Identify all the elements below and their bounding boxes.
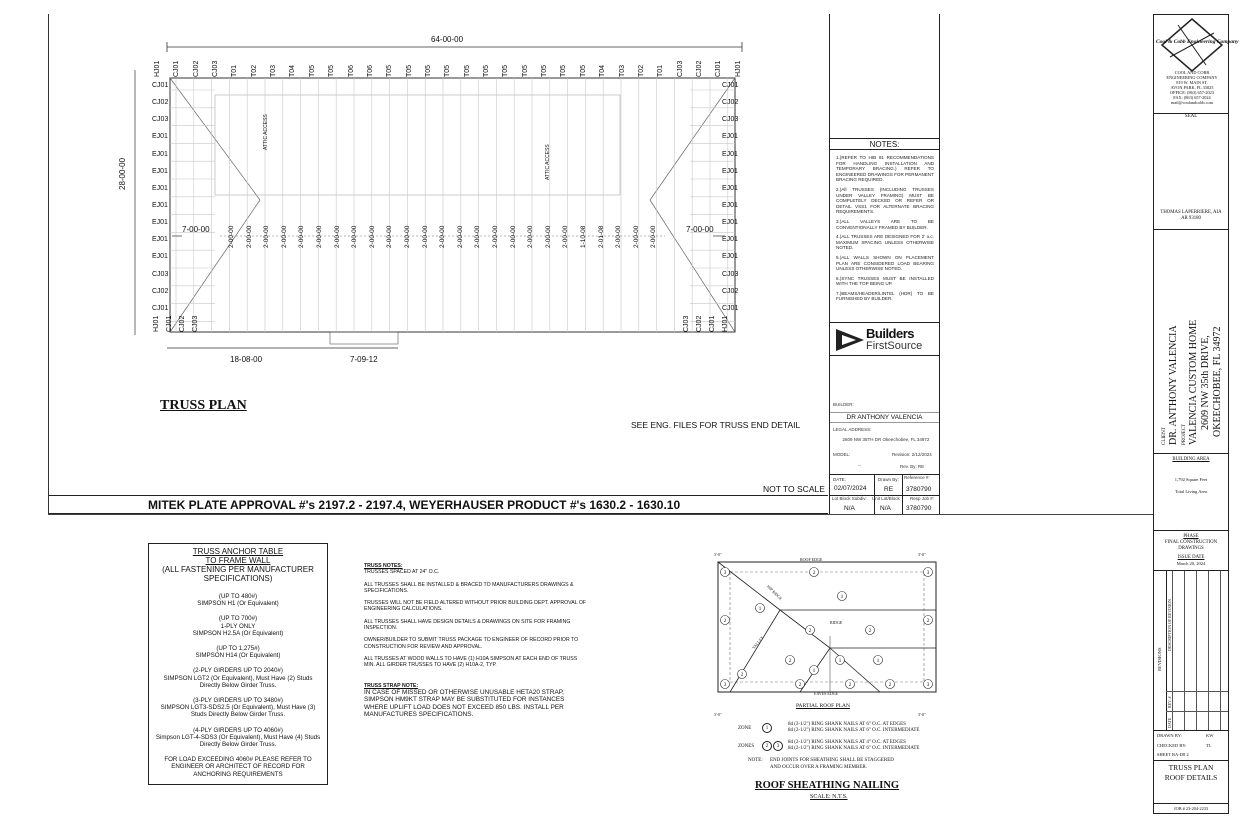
top-truss-label: T05 [328, 64, 336, 77]
notes-title: NOTES: [830, 138, 939, 150]
left-truss-label: EJ01 [152, 150, 168, 158]
mitek-bar [48, 495, 828, 514]
right-truss-label: CJ02 [722, 99, 739, 107]
zones-label: ZONES [738, 744, 755, 749]
overall-depth-label: 28-00-00 [118, 157, 127, 190]
spacing-label: 2-00-00 [527, 225, 535, 248]
zone-number: 1 [812, 669, 816, 674]
client-name: DR. ANTHONY VALENCIA [1168, 325, 1179, 445]
firm-info-line: FAX: (863) 657-2024 [1173, 95, 1211, 100]
left-truss-label: CJ01 [152, 304, 169, 312]
firm-info-line: AVON PARK, FL 33825 [1170, 85, 1214, 90]
right-truss-label: CJ03 [722, 116, 739, 124]
strap-note-title: TRUSS STRAP NOTE: [364, 682, 419, 689]
ref-label: Reference #: [904, 475, 930, 480]
top-truss-label: T04 [599, 64, 607, 77]
firm-info-line: COOL AND COBB [1174, 70, 1210, 75]
seal-label: SEAL [1154, 113, 1228, 119]
top-truss-label: T05 [521, 64, 529, 77]
anchor-row-line: (3-PLY GIRDERS UP TO 3480#) [193, 697, 283, 705]
spacing-label: 2-00-00 [439, 225, 447, 248]
overall-width-label: 64-00-00 [431, 35, 464, 44]
top-truss-label: CJ02 [695, 60, 703, 77]
zone-number: 2 [848, 683, 852, 688]
right-truss-label: EJ01 [722, 219, 738, 227]
zone-number: 1 [838, 659, 842, 664]
rev-number-label: REV. # [1167, 696, 1172, 708]
spacing-label: 2-00-00 [298, 225, 306, 248]
notes-column [829, 14, 940, 514]
attic-outline [215, 95, 620, 195]
right-truss-label: CJ01 [722, 82, 739, 89]
right-truss-label: CJ03 [722, 270, 739, 278]
dim-bottom-right: 3'-0" [918, 712, 926, 717]
spacing-label: 2-00-00 [615, 225, 623, 248]
project-line2: 2609 NW 35th DRIVE, [1200, 335, 1211, 430]
roof-edge-label: ROOF EDGE [800, 557, 823, 562]
bottom-truss-label: CJ02 [179, 315, 186, 332]
left-truss-label: EJ01 [152, 219, 168, 227]
project-line3: OKEECHOBEE, FL 34972 [1212, 326, 1223, 437]
anchor-row-line: SIMPSON LGT2 (Or Equivalent), Must Have (2) Studs Directly Below Girder Truss. [163, 674, 313, 689]
top-truss-label: T05 [424, 64, 432, 77]
project-line1: VALENCIA CUSTOM HOME [1188, 319, 1199, 445]
top-truss-label: T05 [483, 64, 491, 77]
rev-date-label: DATE [1167, 717, 1172, 728]
left-truss-labels [152, 80, 172, 320]
zone-label: ZONE [738, 726, 752, 731]
top-truss-label: T04 [289, 64, 297, 77]
project-label: PROJECT [1182, 423, 1187, 445]
anchor-row [155, 645, 321, 659]
dim-top-left: 3'-0" [714, 552, 722, 557]
anchor-row-line: SIMPSON H1 (Or Equivalent) [197, 600, 279, 608]
anchor-rows [149, 593, 327, 778]
left-truss-label: CJ03 [152, 270, 169, 278]
spacing-label: 2-00-00 [368, 225, 376, 248]
attic-access-left: ATTIC ACCESS [263, 114, 269, 150]
note-item: 6.)SYNC TRUSSES MUST BE INSTALLED WITH THE TOP BEING UP. [836, 275, 934, 287]
revisions-label: REVISIONS [1157, 647, 1162, 671]
left-truss-label: EJ01 [152, 133, 168, 141]
bottom-truss-label: CJ01 [709, 315, 716, 332]
top-truss-label: T02 [637, 64, 645, 77]
sheet-title-line2: ROOF DETAILS [1164, 773, 1218, 782]
spacing-label: 2-00-00 [386, 225, 394, 248]
right-truss-label: EJ01 [722, 150, 738, 158]
top-truss-label: CJ03 [676, 60, 684, 77]
bottom-truss-label: HJ01 [153, 315, 160, 332]
truss-spacing-labels [228, 220, 668, 252]
spacing-label: 2-00-00 [456, 225, 464, 248]
note-item: 5.)ALL WALLS SHOWN ON PLACEMENT PLAN ARE CONSIDERED LOAD BEARING UNLESS OTHERWISE NOTED. [836, 254, 934, 272]
sheet-title-line1: TRUSS PLAN [1168, 763, 1214, 772]
anchor-row-line: (UP TO 700#) [218, 615, 258, 623]
unit-label: Unit Lot/Block [872, 496, 900, 501]
strap-note-text: IN CASE OF MISSED OR OTHERWISE UNUSABLE HETA20 STRAP, SIMPSON HM9KT STRAP MAY BE SUBSTITUTED FOR INSTANCES WHERE UPLIFT LOAD DOES NOT EXCEED 850 LBS. INSTALL PER MANUFACTURES SPECIFICATIONS. [364, 688, 565, 719]
anchor-row-line: SIMPSON LGT3-SDS2.5 (Or Equivalent), Must Have (3) Studs Directly Below Girder Truss. [160, 704, 316, 719]
bottom-truss-label: CJ01 [166, 315, 173, 332]
partial-roof-plan [690, 548, 960, 723]
top-truss-label: HJ01 [154, 60, 161, 77]
spacing-label: 2-00-00 [632, 225, 640, 248]
bottom-mid-dim: 7-09-12 [350, 355, 378, 364]
right-truss-label: CJ02 [722, 287, 739, 295]
anchor-row [155, 667, 321, 689]
top-truss-label: T01 [657, 64, 665, 77]
section-divider [48, 514, 1153, 515]
anchor-row-line: 1-PLY ONLY [220, 622, 256, 630]
revision-value: Revision: 2/12/2024 [892, 452, 932, 457]
drawn-by-value: KW [1206, 733, 1214, 738]
roof-sheathing-scale: SCALE: N.T.S. [810, 794, 848, 800]
spacing-label: 2-01-08 [597, 225, 605, 248]
right-truss-label: EJ01 [722, 184, 738, 192]
top-truss-label: T05 [444, 64, 452, 77]
see-eng-note: SEE ENG. FILES FOR TRUSS END DETAIL [631, 420, 801, 430]
dim-bottom-left: 3'-0" [714, 712, 722, 717]
spacing-label: 2-00-00 [351, 225, 359, 248]
anchor-table-subtitle: TO FRAME WALL [205, 556, 271, 565]
bottom-truss-label: HJ01 [722, 315, 729, 332]
building-area-value: 1,792 Square Feet [1174, 477, 1208, 482]
top-truss-label: T05 [386, 64, 394, 77]
issue-date-label: ISSUE DATE [1177, 555, 1205, 560]
phase-value: FINAL CONSTRUCTION DRAWINGS [1164, 540, 1218, 551]
spacing-label: 2-00-00 [562, 225, 570, 248]
top-truss-label: T05 [502, 64, 510, 77]
mitek-approval-text: MITEK PLATE APPROVAL #'s 2197.2 - 2197.4, WEYERHAUSER PRODUCT #'s 1630.2 - 1630.10 [148, 498, 681, 512]
left-truss-label: EJ01 [152, 167, 168, 175]
zone-number: 3 [926, 571, 930, 576]
zone-number: 2 [868, 629, 872, 634]
nailing-note-line1: END JOINTS FOR SHEATHING SHALL BE STAGGERED [770, 758, 894, 763]
anchor-row-line: (2-PLY GIRDERS UP TO 2040#) [193, 667, 283, 675]
checked-by-label: CHECKED BY: [1157, 743, 1187, 748]
zone23-line2: 8d (2-1/2") RING SHANK NAILS AT 6" O.C. INTERMEDIATE [788, 746, 920, 751]
spacing-label: 2-00-00 [509, 225, 517, 248]
drawn-checked-block [1154, 730, 1228, 760]
firm-info-line: mail@coolandcobb.com [1170, 100, 1214, 105]
engineering-firm-logo [1160, 17, 1224, 73]
unit-value: N/A [880, 505, 891, 512]
spacing-label: 2-00-00 [228, 225, 235, 248]
zone-number: 3 [723, 683, 727, 688]
brand-line2: FirstSource [866, 340, 923, 352]
date-grid [830, 474, 939, 514]
truss-note-item: TRUSSES SPACED AT 24" O.C. [364, 569, 440, 576]
revision-grid [1154, 570, 1228, 730]
zone-number: 1 [876, 659, 880, 664]
zone-number: 2 [740, 673, 744, 678]
firm-logo-text: Cool & Cobb Engineering Company [1156, 39, 1239, 45]
nailing-note-line2: AND OCCUR OVER A FRAMING MEMBER. [770, 765, 867, 770]
job-label: Resp Job #: [910, 496, 935, 501]
builders-firstsource-logo [830, 322, 939, 356]
sheet-label: SHEET RA-D8 2 [1157, 752, 1189, 757]
top-truss-label: T06 [347, 64, 355, 77]
truss-note-item: TRUSSES WILL NOT BE FIELD ALTERED WITHOUT PRIOR BUILDING DEPT. APPROVAL OF ENGINEERING CALCULATIONS. [364, 600, 587, 613]
anchor-row [155, 727, 321, 749]
zone1-line1: 8d (2-1/2") RING SHANK NAILS AT 6" O.C. AT EDGES [788, 722, 906, 727]
zone-number: 3 [723, 571, 727, 576]
left-truss-label: EJ01 [152, 236, 168, 244]
right-truss-labels [722, 80, 744, 320]
drawn-label: Drawn By: [878, 477, 899, 482]
bottom-right-truss-labels [680, 312, 760, 334]
spacing-label: 2-00-00 [421, 225, 429, 248]
legal-address: 2609 NW 35TH DR Okeechobee, FL 34972 [842, 437, 930, 442]
zone-number: 2 [812, 571, 816, 576]
ridge-label: RIDGE [830, 620, 843, 625]
spacing-label: 2-00-00 [404, 225, 411, 248]
area-note: Total Living Area [1175, 489, 1207, 494]
right-truss-label: EJ01 [722, 133, 738, 141]
zone-number: 2 [723, 619, 727, 624]
roof-sheathing-title: ROOF SHEATHING NAILING [755, 780, 900, 791]
anchor-row-line: SIMPSON H2.5A (Or Equivalent) [192, 629, 284, 637]
spacing-label: 2-00-00 [544, 225, 552, 248]
left-truss-label: CJ03 [152, 116, 169, 124]
spacing-label: 2-00-00 [316, 225, 323, 248]
top-truss-label: CJ01 [173, 60, 181, 77]
truss-note-item: ALL TRUSSES SHALL HAVE DESIGN DETAILS & DRAWINGS ON SITE FOR FRAMING INSPECTION. [364, 618, 571, 632]
truss-notes-list [364, 569, 589, 668]
truss-note-item: ALL TRUSSES AT WOOD WALLS TO HAVE (1) H10A SIMPSON AT EACH END OF TRUSS MIN. ALL GIRDER TRUSSES TO HAVE (2) H10A-2, TYP. [364, 655, 578, 669]
spacing-label: 2-00-00 [492, 225, 499, 248]
zone-number: 2 [888, 683, 892, 688]
zone2-marker: 2 [762, 741, 772, 751]
top-truss-label: T05 [579, 64, 587, 77]
zone-number: 1 [758, 607, 762, 612]
rev-by-value: Rev. By: RE [900, 464, 925, 469]
top-truss-label: T05 [560, 64, 568, 77]
engineer-name: THOMAS LAPERRIERE, AIA AR 93180 [1160, 210, 1222, 221]
zone3-marker: 3 [773, 741, 783, 751]
right-title-strip [1153, 14, 1239, 814]
date-value: 02/07/2024 [834, 485, 867, 492]
top-truss-label: T01 [231, 64, 239, 77]
zone-number: 2 [788, 659, 792, 664]
anchor-row [155, 697, 321, 719]
date-label: DATE: [833, 477, 846, 482]
note-item: 2.)All TRUSSES (INCLUDING TRUSSES UNDER VALLEY FRAMING) MUST BE COMPLETELY DECKED OR REFER OR DETAIL VSS1 FOR ALTERNATE BRACING REQUIREMENTS. [836, 186, 934, 215]
top-truss-label: CJ03 [212, 60, 220, 77]
notes-list [836, 155, 934, 306]
drawn-value: RE [884, 486, 894, 493]
left-truss-label: EJ01 [152, 202, 168, 209]
note-item: 1.)REFER TO HIB 91 RECOMMENDATIONS FOR HANDLING INSTALLATION AND TEMPORARY BRACING.) REFER TO ENGINEERED DRAWINGS FOR PERMANENT BRACING REQUIRED. [836, 155, 934, 183]
top-truss-label: T03 [618, 64, 626, 77]
top-truss-label: T05 [541, 64, 549, 77]
note-item: 3.)ALL VALLEYS ARE TO BE CONVENTIONALLY FRAMED BY BUILDER. [836, 218, 934, 230]
top-truss-label: T03 [270, 64, 278, 77]
right-setback-dim: 7-00-00 [686, 225, 714, 234]
anchor-row-line: (4-PLY GIRDERS UP TO 4060#) [193, 726, 283, 734]
right-truss-label: EJ01 [722, 167, 738, 175]
truss-plan-title: TRUSS PLAN [160, 398, 247, 413]
spacing-label: 2-00-00 [280, 225, 288, 248]
frame-left [48, 14, 49, 514]
truss-lines [170, 78, 735, 332]
spacing-label: 2-00-00 [263, 225, 271, 248]
spacing-label: 2-00-00 [333, 225, 341, 248]
dim-top-right: 3'-0" [918, 552, 926, 557]
spacing-label: 2-00-00 [650, 225, 658, 248]
phase-label: PHASE [1183, 534, 1199, 539]
anchor-row [155, 756, 321, 778]
zone-number: 2 [926, 619, 930, 624]
anchor-row-line: (UP TO 480#) [218, 593, 258, 600]
anchor-table-title: TRUSS ANCHOR TABLE [192, 547, 284, 556]
checked-by-value: TL [1206, 743, 1212, 748]
bottom-left-truss-labels [150, 312, 230, 334]
top-truss-label: T05 [308, 64, 316, 77]
note-item: 7.)BEAMS/HEADER/LINTEL (HDR) TO BE FURNISHED BY BUILDER. [836, 290, 934, 302]
anchor-row-line: SIMPSON H14 (Or Equivalent) [195, 652, 281, 660]
zone-number: 3 [926, 683, 930, 688]
left-truss-label: CJ01 [152, 82, 169, 89]
right-truss-label: EJ01 [722, 253, 738, 261]
top-truss-labels [150, 57, 750, 79]
top-truss-label: T02 [250, 64, 258, 77]
top-truss-label: CJ01 [715, 60, 723, 77]
zone-number: 2 [808, 629, 812, 634]
description-label: DESCRIPTION OF REVISION [1167, 599, 1172, 651]
truss-anchor-table [148, 543, 328, 785]
left-truss-label: CJ02 [152, 99, 169, 107]
bottom-left-dim: 18-08-00 [230, 355, 263, 364]
roof-outline [170, 78, 735, 332]
hip-ridge-label: HIP RIDGE [766, 583, 784, 602]
builder-name: DR ANTHONY VALENCIA [830, 412, 939, 423]
top-truss-label: T06 [366, 64, 374, 77]
left-truss-label: EJ01 [152, 253, 168, 261]
right-truss-label: CJ01 [722, 304, 739, 312]
client-label: CLIENT [1162, 427, 1167, 445]
anchor-row [155, 593, 321, 607]
top-truss-label: T05 [405, 64, 413, 77]
sheet-title [1154, 763, 1228, 783]
valley-label: VALLEY [750, 634, 765, 651]
truss-notes-title: TRUSS NOTES: [364, 563, 403, 569]
drawn-by-label: DRAWN BY: [1157, 733, 1182, 738]
ref-value: 3780790 [906, 486, 932, 493]
left-truss-label: EJ01 [152, 184, 168, 192]
zone23-line1: 8d (2-1/2") RING SHANK NAILS AT 4" O.C. AT EDGES [788, 740, 906, 745]
bottom-truss-label: CJ02 [696, 315, 703, 332]
firm-info-line: 819 W. MAIN ST. [1176, 80, 1208, 85]
firm-info-line: OFFICE: (863) 657-2023 [1170, 90, 1214, 95]
top-truss-label: CJ02 [192, 60, 200, 77]
truss-note-item: ALL TRUSSES SHALL BE INSTALLED & BRACED TO MANUFACTURERS DRAWINGS & SPECIFICATIONS. [364, 581, 574, 594]
anchor-row-line: (UP TO 1,275#) [216, 645, 260, 653]
anchor-row-line: FOR LOAD EXCEEDING 4060# PLEASE REFER TO ENGINEER OR ARCHITECT OF RECORD FOR ANCHORING REQUIREMENTS [164, 756, 312, 778]
firm-info-line: ENGINEERING COMPANY [1166, 75, 1218, 80]
note-item: 4.)ALL TRUSSES ARE DESIGNED FOR 2' o.c. MAXIMUM SPACING UNLESS OTHERWISE NOTED. [836, 234, 934, 251]
firm-info [1156, 70, 1228, 105]
partial-roof-plan-label: PARTIAL ROOF PLAN [796, 703, 850, 709]
zone1-marker: 1 [762, 723, 772, 733]
bottom-truss-label: CJ03 [192, 315, 199, 332]
job-value: 3780790 [906, 505, 932, 512]
eaves-edge-label: EAVES EDGE [814, 691, 839, 696]
zone1-line2: 8d (2-1/2") RING SHANK NAILS AT 6" O.C. INTERMEDIATE [788, 728, 920, 733]
not-to-scale-label: NOT TO SCALE [763, 484, 825, 494]
lot-label: Lot Block Subdiv: [832, 496, 867, 501]
brand-line1: Builders [866, 326, 915, 341]
top-truss-label: T05 [463, 64, 471, 77]
zone-number: 1 [840, 595, 844, 600]
left-setback-dim: 7-00-00 [182, 225, 210, 234]
zone-number: 2 [798, 683, 802, 688]
right-truss-label: EJ01 [722, 202, 738, 209]
building-area-label: BUILDING AREA [1172, 457, 1210, 462]
issue-date-value: March 20, 2024 [1176, 561, 1206, 566]
anchor-row [155, 615, 321, 637]
top-truss-label: HJ01 [734, 60, 742, 77]
truss-notes [364, 563, 589, 722]
legal-address-label: LEGAL ADDRESS: [833, 427, 872, 432]
anchor-row-line: Simpson LGT-4-SDS3 (Or Equivalent), Must Have (4) Studs Directly Below Girder Truss. [155, 733, 321, 749]
spacing-label: 2-00-00 [474, 225, 482, 248]
truss-note-item: OWNER/BUILDER TO SUBMIT TRUSS PACKAGE TO ENGINEER OF RECORD PRIOR TO CONSTRUCTION FOR REVIEW AND APPROVAL. [364, 637, 579, 650]
left-truss-label: CJ02 [152, 287, 169, 295]
lot-value: N/A [844, 505, 855, 512]
right-truss-label: EJ01 [722, 236, 738, 244]
spacing-label: 2-00-00 [245, 225, 253, 248]
nailing-note-label: NOTE: [748, 758, 763, 763]
attic-access-right: ATTIC ACCESS [545, 144, 551, 180]
model-value: -- [858, 463, 861, 468]
spacing-label: 1-10-08 [580, 225, 587, 248]
builder-label: BUILDER: [833, 402, 854, 407]
anchor-table-note: (ALL FASTENING PER MANUFACTURER SPECIFICATIONS) [162, 565, 314, 583]
job-number: JOB # 23-204-2233 [1154, 803, 1228, 811]
bottom-truss-label: CJ03 [683, 315, 690, 332]
model-label: MODEL: [833, 452, 851, 457]
brand-mark-icon [836, 329, 864, 351]
